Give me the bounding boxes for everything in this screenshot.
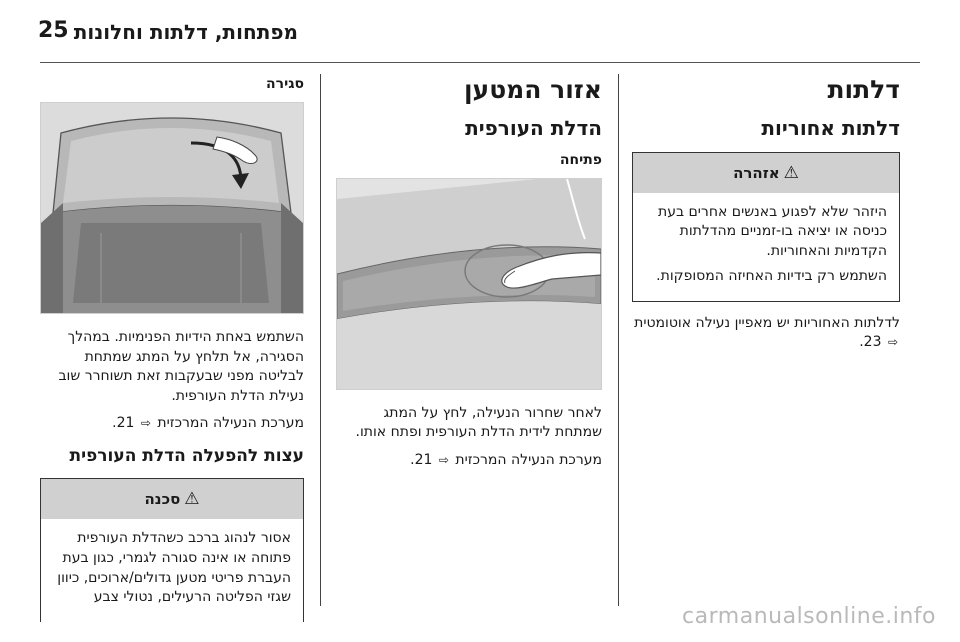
warning-triangle-icon: ⚠ <box>184 489 200 510</box>
tailgate-closing-illustration <box>40 102 304 314</box>
closing-column <box>40 76 304 634</box>
warning-text: היזהר שלא לפגוע באנשים אחרים בעת כניסה או יציאה בו-זמניים מהדלתות הקדמיות והאחוריות. <box>658 203 887 259</box>
caution-body <box>41 519 303 621</box>
doors-column <box>632 76 900 361</box>
watermark: carmanualsonline.info <box>682 604 936 629</box>
page-reference-number: 21 <box>116 415 135 432</box>
warning-text: השתמש רק בידיות האחיזה המסופקות. <box>656 268 887 285</box>
page-header: מפתחות, דלתות וחלונות <box>73 20 298 44</box>
body-text: לאחר שחרור הנעילה, לחץ על המתג שמתחת לידית הדלת העורפית ופתח אותו. <box>355 404 602 441</box>
body-text: לדלתות האחוריות יש מאפיין נעילה אוטומטית ⇨ 23. <box>634 314 900 351</box>
tailgate-open-illustration <box>336 178 602 390</box>
warning-header <box>633 153 899 193</box>
page-reference-icon: ⇨ <box>887 335 898 350</box>
header-rule <box>40 62 920 63</box>
caution-header <box>41 479 303 519</box>
warning-box <box>632 152 900 302</box>
body-text-content: לדלתות האחוריות יש מאפיין נעילה אוטומטית <box>634 314 900 331</box>
section-subtitle: דלתות אחוריות <box>761 115 900 140</box>
page-reference-icon: ⇨ <box>438 452 449 467</box>
open-heading: פתיחה <box>559 151 602 168</box>
page-reference-icon: ⇨ <box>140 416 151 431</box>
column-divider <box>618 74 619 606</box>
page-reference-number: 21 <box>414 451 433 468</box>
caution-box <box>40 478 304 621</box>
cargo-area-column <box>336 76 602 478</box>
warning-label: אזהרה <box>733 163 780 182</box>
reference-text: מערכת הנעילה המרכזית <box>157 415 304 432</box>
body-text: השתמש באחת הידיות הפנימיות. במהלך הסגירה, אל תלחץ על המתג שמתחת לבליטה מפני שבעקבות זאת תשוחרר שוב נעילת הדלת העורפית. <box>58 329 304 404</box>
caution-text: אסור לנהוג ברכב כשהדלת העורפית פתוחה או אינה סגורה לגמרי, כגון בעת העברת פריטי מטען גדולים/ארוכים, כיוון שגזי הפליטה הרעילים, נטולי צבע <box>57 530 291 606</box>
section-subtitle: הדלת העורפית <box>465 115 602 140</box>
reference-text: מערכת הנעילה המרכזית <box>455 451 602 468</box>
section-title: דלתות <box>827 75 900 104</box>
page-number: 25 <box>38 18 69 43</box>
warning-triangle-icon: ⚠ <box>783 162 799 183</box>
tips-heading: עצות להפעלה הדלת העורפית <box>69 445 304 466</box>
cross-reference: מערכת הנעילה המרכזית ⇨ 21. <box>410 451 602 468</box>
warning-body <box>633 193 899 301</box>
column-divider <box>320 74 321 606</box>
caution-label: סכנה <box>144 490 181 509</box>
page-reference-number: 23 <box>863 334 882 351</box>
close-heading: סגירה <box>266 76 304 92</box>
cross-reference: מערכת הנעילה המרכזית ⇨ 21. <box>112 415 304 432</box>
section-title: אזור המטען <box>463 75 602 104</box>
